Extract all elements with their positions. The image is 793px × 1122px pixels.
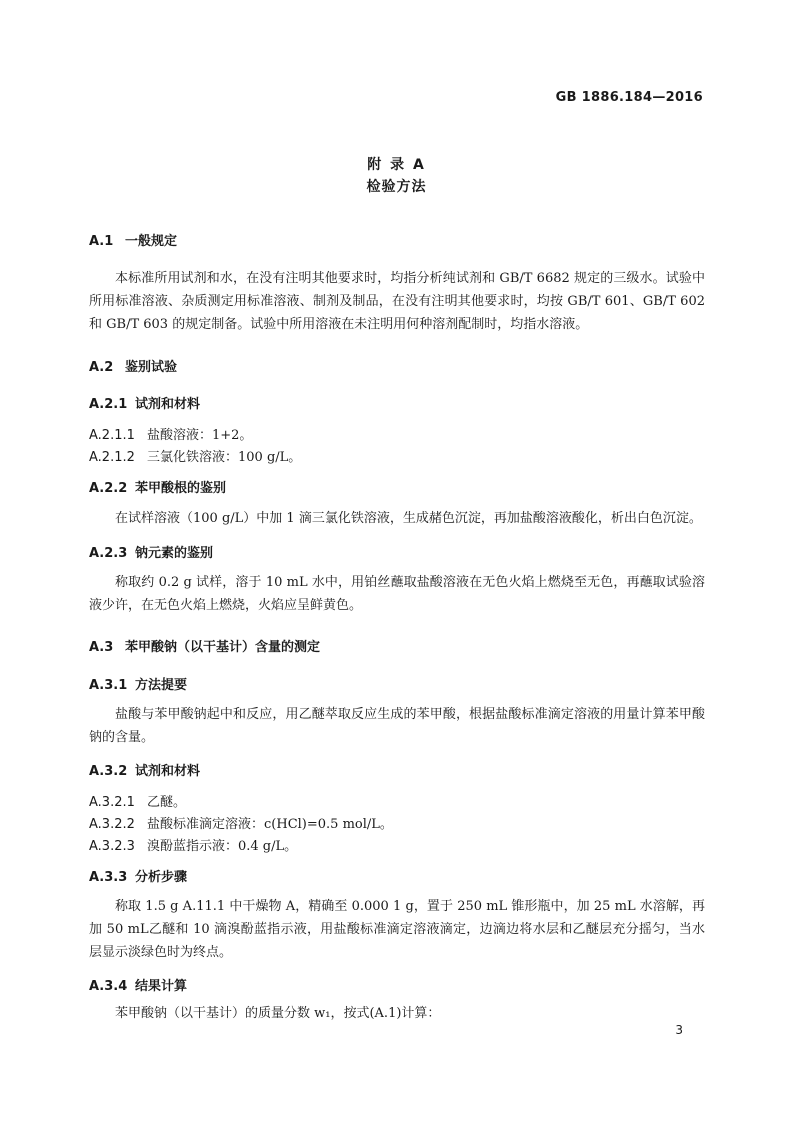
section-heading-a21 (89, 393, 200, 412)
section-title: 方法提要 (135, 678, 188, 693)
item-number: A.3.2.2 (89, 817, 135, 832)
section-title: 结果计算 (135, 979, 188, 994)
section-number: A.2.2 (89, 481, 128, 496)
paragraph-a31: 盐酸与苯甲酸钠起中和反应，用乙醚萃取反应生成的苯甲酸，根据盐酸标准滴定溶液的用量计算苯甲酸钠的含量。 (89, 707, 705, 745)
section-heading-a23 (89, 542, 213, 561)
section-heading-a34 (89, 975, 187, 994)
item-text: 三氯化铁溶液：100 g/L。 (147, 450, 302, 465)
item-number: A.2.1.2 (89, 450, 135, 465)
list-item-a212 (89, 446, 301, 465)
section-title: 一般规定 (125, 234, 178, 249)
item-number: A.3.2.3 (89, 839, 135, 854)
section-title: 钠元素的鉴别 (135, 546, 214, 561)
section-number: A.1 (89, 234, 114, 249)
page-number: 3 (675, 1023, 683, 1037)
item-text: 盐酸溶液：1+2。 (147, 428, 253, 443)
standard-number: GB 1886.184—2016 (555, 90, 703, 105)
section-heading-a3 (89, 636, 320, 655)
section-heading-a2 (89, 356, 177, 375)
section-number: A.2 (89, 360, 114, 375)
item-text: 盐酸标准滴定溶液：c(HCl)=0.5 mol/L。 (147, 817, 393, 832)
paragraph-a22: 在试样溶液（100 g/L）中加 1 滴三氯化铁溶液，生成赭色沉淀，再加盐酸溶液酸化，析出白色沉淀。 (115, 511, 702, 526)
paragraph-a34: 苯甲酸钠（以干基计）的质量分数 w₁，按式(A.1)计算： (115, 1006, 441, 1021)
section-number: A.3.2 (89, 764, 128, 779)
section-title: 试剂和材料 (135, 764, 201, 779)
section-title: 苯甲酸根的鉴别 (135, 481, 227, 496)
section-heading-a32 (89, 760, 200, 779)
section-heading-a31 (89, 674, 187, 693)
section-title: 鉴别试验 (125, 360, 178, 375)
item-number: A.2.1.1 (89, 428, 135, 443)
list-item-a323 (89, 835, 297, 854)
paragraph-a1: 本标准所用试剂和水，在没有注明其他要求时，均指分析纯试剂和 GB/T 6682 规定的三级水。试验中所用标准溶液、杂质测定用标准溶液、制剂及制品，在没有注明其他要求时，均按 GB/T 601、GB/T 602和 GB/T 603 的规定制备。试验中所用溶液在未注明用何种溶剂配制时，均指水溶液。 (89, 271, 705, 332)
section-number: A.3.3 (89, 870, 128, 885)
section-title: 分析步骤 (135, 870, 188, 885)
section-number: A.2.1 (89, 397, 128, 412)
paragraph-a23: 称取约 0.2 g 试样，溶于 10 mL 水中，用铂丝蘸取盐酸溶液在无色火焰上燃烧至无色，再蘸取试验溶液少许，在无色火焰上燃烧，火焰应呈鲜黄色。 (89, 575, 705, 613)
section-heading-a1 (89, 230, 177, 249)
section-number: A.3.1 (89, 678, 128, 693)
section-number: A.3.4 (89, 979, 128, 994)
list-item-a321 (89, 791, 186, 810)
section-number: A.3 (89, 640, 114, 655)
item-text: 溴酚蓝指示液：0.4 g/L。 (147, 839, 298, 854)
appendix-title: 检验方法 (366, 179, 427, 195)
section-title: 试剂和材料 (135, 397, 201, 412)
item-text: 乙醚。 (147, 795, 187, 810)
section-heading-a33 (89, 866, 187, 885)
section-heading-a22 (89, 477, 226, 496)
paragraph-a33: 称取 1.5 g A.11.1 中干燥物 A，精确至 0.000 1 g，置于 250 mL 锥形瓶中，加 25 mL 水溶解，再加 50 mL乙醚和 10 滴溴酚蓝指示液，用盐酸标准滴定溶液滴定，边滴边将水层和乙醚层充分摇匀，当水层显示淡绿色时为终点。 (89, 899, 705, 960)
list-item-a322 (89, 813, 393, 832)
list-item-a211 (89, 424, 252, 443)
item-number: A.3.2.1 (89, 795, 135, 810)
section-title: 苯甲酸钠（以干基计）含量的测定 (125, 640, 321, 655)
appendix-label: 附 录 A (367, 157, 426, 173)
section-number: A.2.3 (89, 546, 128, 561)
